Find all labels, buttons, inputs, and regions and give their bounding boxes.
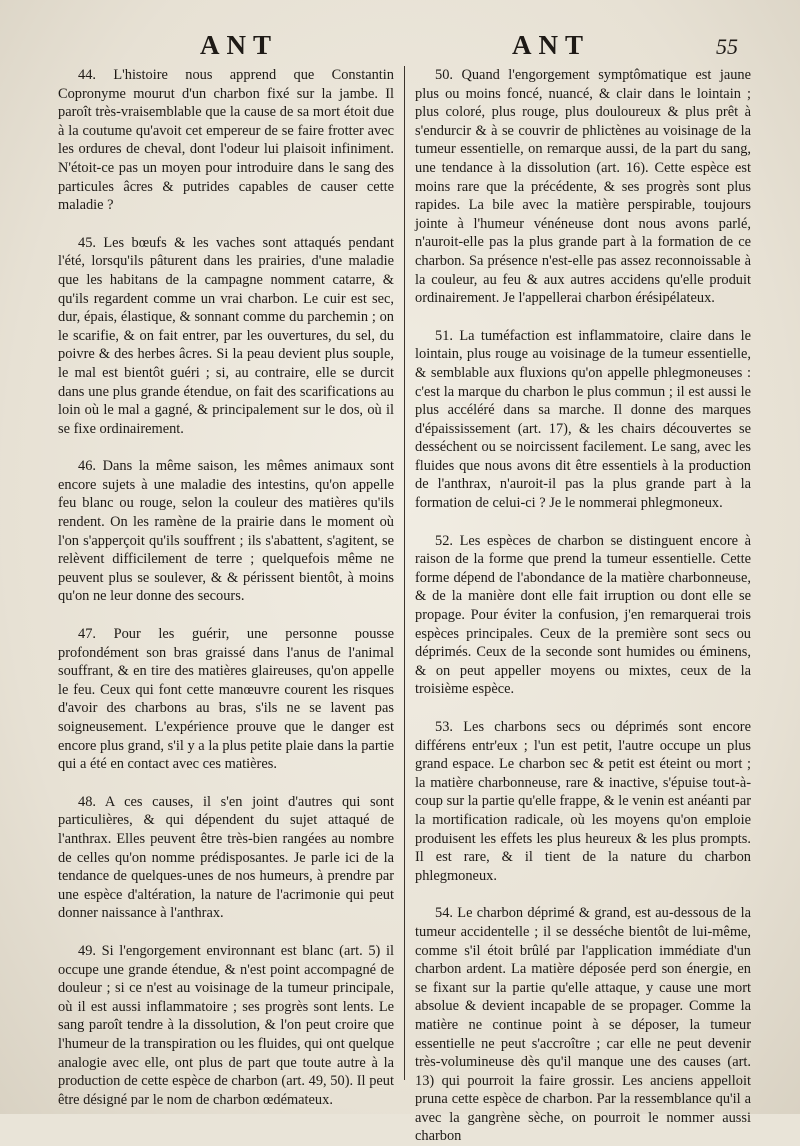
paragraph-45: 45. Les bœufs & les vaches sont attaqués pendant l'été, lorsqu'ils pâturent dans les prairies, d'une maladie que les habitans de la campagne nomment catarre, & qu'ils regardent comme un vrai charbon. Le cuir est sec, dur, épais, élastique, & sonnant comme du parchemin ; on le scarifie, & on fait entrer, par les ouvertures, du sel, du poivre & des herbes âcres. Si la peau devient plus souple, le mal est bientôt guéri ; si, au contraire, elle se durcit dans une plus grande étendue, on fait des scarifications au loin où le mal a gagné, & principalement sur le dos, où il se fixe ordinairement. (58, 234, 394, 437)
paragraph-53: 53. Les charbons secs ou déprimés sont encore différens entr'eux ; l'un est petit, l'autre occupe un plus grand espace. Le charbon sec & petit est éteint ou mort ; la matière charbonneuse, rare & inactive, s'épuise tout-à-coup sur la partie qu'elle frappe, & le venin est anéanti par la mortification radicale, où les moyens qu'on emploie produisent les effets les plus heureux & les plus prompts. Il est rare, & il tient de la nature du charbon phlegmoneux. (415, 719, 751, 884)
header-right-title: ANT (512, 30, 591, 60)
paragraph-46: 46. Dans la même saison, les mêmes animaux sont encore sujets à une maladie des intestins, qu'on appelle feu blanc ou rouge, selon la couleur des matières qu'ils rendent. On les ramène de la prairie dans le moment où l'on s'apperçoit qu'ils souffrent ; ils s'abattent, s'agitent, se relèvent difficilement de terre ; quelquefois même ne peuvent plus se soulever, & & périssent bientôt, à moins qu'on ne leur donne des secours. (58, 458, 394, 605)
running-header (0, 30, 800, 66)
paragraph-51: 51. La tuméfaction est inflammatoire, claire dans le lointain, plus rouge au voisinage de la tumeur essentielle, & semblable aux fluxions qu'on appelle phlegmoneuses : c'est la marque du charbon le plus commun ; il est aussi le plus accéléré dans sa marche. Il donne des marques d'épaississement (art. 17), & les chairs découvertes se desséchent ou se noircissent facilement. Le sang, avec les fluides que nous avons dit être essentiels à la production de l'anthrax, n'auroit-il pas la plus grande part à la formation de celui-ci ? Je le nommerai phlegmoneux. (415, 327, 751, 512)
paragraph-49: 49. Si l'engorgement environnant est blanc (art. 5) il occupe une grande étendue, & n'est point accompagné de douleur ; si ce n'est au voisinage de la tumeur principale, où il est aussi inflammatoire ; ses progrès sont lents. Le sang paroît tendre à la dissolution, & l'on peut croire que l'humeur de la transpiration ou les fluides, qui ont quelque analogie avec elle, ont plus de part que toute autre à la production de cette espèce de charbon (art. 49, 50). Il peut être désigné par le nom de charbon œdémateux. (58, 942, 394, 1108)
page-number: 55 (716, 34, 738, 59)
left-column (58, 66, 394, 1109)
paragraph-54: 54. Le charbon déprimé & grand, est au-dessous de la tumeur accidentelle ; il se desséche bientôt de lui-même, comme s'il étoit brûlé par l'application immédiate d'un charbon ardent. La matière déposée perd son énergie, en se fixant sur la partie qu'elle attaque, y cause une mort absolue & devient incapable de se propager. Comme la matière ne continue point à se déposer, la tumeur essentielle ne peut s'accroître ; car elle ne peut devenir très-volumineuse dès qu'il manque une des causes (art. 13) qui pourroit la faire grossir. Les anciens appelloit pruna cette espèce de charbon. Par la ressemblance qu'il a avec la gangrène sèche, on pourroit le nommer aussi charbon (415, 905, 751, 1145)
paragraph-50: 50. Quand l'engorgement symptômatique est jaune plus ou moins foncé, nuancé, & clair dans le lointain ; plus coloré, plus rouge, plus douloureux & plus prêt à s'endurcir & à se couvrir de phlictènes au voisinage de la tumeur essentielle, on remarque aussi, de la part du sang, une tendance à la dissolution (art. 16). Cette espèce est moins rare que la précédente, & ses progrès sont plus rapides. La bile avec la matière perspirable, toujours jointe à l'humeur vénéneuse dont nous avons parlé, n'auroit-elle pas la plus grande part à la formation de ce charbon. Sa présence n'est-elle pas assez reconnoissable à la couleur, au feu & aux autres accidens qu'elle produit ordinairement. Je l'appellerai charbon érésipélateux. (415, 67, 751, 307)
paragraph-44: 44. L'histoire nous apprend que Constantin Copronyme mourut d'un charbon fixé sur la jambe. Il paroît très-vraisemblable que la cause de sa mort étoit due à la coutume qu'avoit cet empereur de se faire frotter avec les ordures de cheval, dont l'odeur lui plaisoit infiniment. N'étoit-ce pas un moyen pour introduire dans le sang des particules âcres & putrides capables de causer cette maladie ? (58, 67, 394, 214)
paragraph-47: 47. Pour les guérir, une personne pousse profondément son bras graissé dans l'anus de l'animal souffrant, & en tire des matières glaireuses, qu'on appelle le feu. Ceux qui font cette manœuvre courent les risques d'avoir des charbons au bras, s'ils ne se lavent pas soigneusement. L'expérience prouve que le danger est encore plus grand, s'il y a la plus petite plaie dans la partie qui a été en contact avec ces matières. (58, 626, 394, 773)
paragraph-52: 52. Les espèces de charbon se distinguent encore à raison de la forme que prend la tumeur essentielle. Cette forme dépend de l'abondance de la matière charbonneuse, & de la manière dont elle fait irruption ou dont elle se propage. Pour éviter la confusion, j'en remarquerai trois espèces principales. Ceux de la première sont secs ou déprimés. Ceux de la seconde sont humides ou éminens, & on peut appeller moyens ou mixtes, ceux de la troisième espèce. (415, 532, 751, 698)
paragraph-48: 48. A ces causes, il s'en joint d'autres qui sont particulières, & qui dépendent du sujet attaqué de l'anthrax. Elles peuvent être très-bien rangées au nombre de celles qu'on nomme prédisposantes. Je parle ici de la tendance de quelques-unes de nos humeurs, à prendre par une espèce d'altération, la nature de l'acrimonie qui peut donner naissance à l'anthrax. (58, 793, 394, 922)
header-left-title: ANT (200, 30, 279, 60)
right-column (415, 66, 751, 1146)
column-divider (404, 66, 405, 1080)
